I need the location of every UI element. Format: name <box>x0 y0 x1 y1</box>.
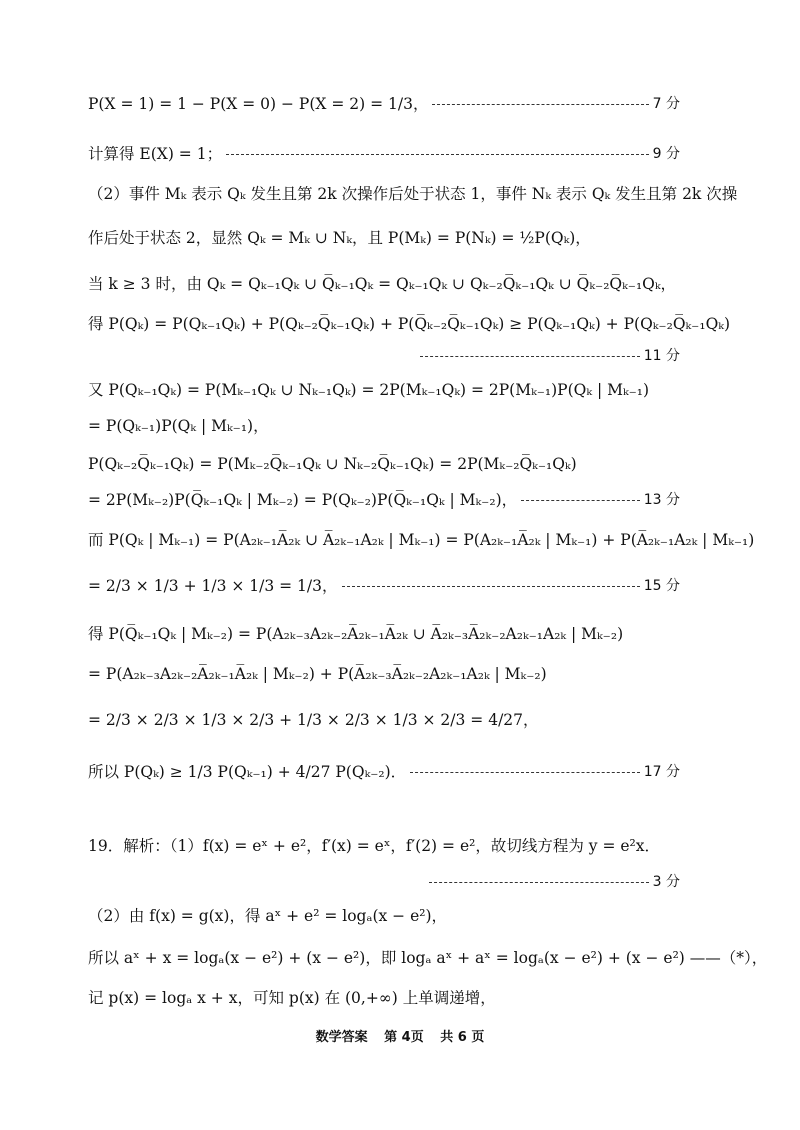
line-14: 得 P(Q̅ₖ₋₁Qₖ | Mₖ₋₂) = P(A₂ₖ₋₃A₂ₖ₋₂A̅₂ₖ₋₁A̅₂ₖ ∪ A̅₂ₖ₋₃A̅₂ₖ₋₂A₂ₖ₋₁A₂ₖ | Mₖ₋₂) <box>88 625 624 643</box>
line-10: P(Qₖ₋₂Q̅ₖ₋₁Qₖ) = P(Mₖ₋₂Q̅ₖ₋₁Qₖ ∪ Nₖ₋₂Q̅ₖ₋₁Qₖ) = 2P(Mₖ₋₂Q̅ₖ₋₁Qₖ) <box>88 455 577 473</box>
line-8: 又 P(Qₖ₋₁Qₖ) = P(Mₖ₋₁Qₖ ∪ Nₖ₋₁Qₖ) = 2P(Mₖ₋₁Qₖ) = 2P(Mₖ₋₁)P(Qₖ | Mₖ₋₁) <box>88 381 650 399</box>
line-6: 得 P(Qₖ) = P(Qₖ₋₁Qₖ) + P(Qₖ₋₂Q̅ₖ₋₁Qₖ) + P(Q̅ₖ₋₂Q̅ₖ₋₁Qₖ) ≥ P(Qₖ₋₁Qₖ) + P(Qₖ₋₂Q̅ₖ₋₁Qₖ) <box>88 315 730 333</box>
line-12: 而 P(Qₖ | Mₖ₋₁) = P(A₂ₖ₋₁A̅₂ₖ ∪ A̅₂ₖ₋₁A₂ₖ | Mₖ₋₁) = P(A₂ₖ₋₁A̅₂ₖ | Mₖ₋₁) + P(A̅₂ₖ₋₁A₂ₖ | Mₖ₋₁) <box>88 531 755 549</box>
line-19: 3 分 <box>88 870 680 894</box>
line-9: = P(Qₖ₋₁)P(Qₖ | Mₖ₋₁)， <box>88 417 269 435</box>
line-13: = 2/3 × 1/3 + 1/3 × 1/3 = 1/3， 15 分 <box>88 577 680 595</box>
line-7: 11 分 <box>88 344 680 368</box>
footer-page: 第 4页 <box>384 1030 424 1045</box>
footer-total: 共 6 页 <box>440 1030 485 1045</box>
line-21: 所以 aˣ + x = logₐ(x − e²) + (x − e²)，即 logₐ aˣ + aˣ = logₐ(x − e²) + (x − e²) ——（*）， <box>88 949 768 967</box>
line-11: = 2P(Mₖ₋₂)P(Q̅ₖ₋₁Qₖ | Mₖ₋₂) = P(Qₖ₋₂)P(Q̅ₖ₋₁Qₖ | Mₖ₋₂)， 13 分 <box>88 491 680 509</box>
page-footer <box>0 1026 800 1045</box>
line-4: 作后处于状态 2，显然 Qₖ = Mₖ ∪ Nₖ，且 P(Mₖ) = P(Nₖ) = ½P(Qₖ)， <box>88 229 591 247</box>
line-15: = P(A₂ₖ₋₃A₂ₖ₋₂A̅₂ₖ₋₁A̅₂ₖ | Mₖ₋₂) + P(A̅₂ₖ₋₃A̅₂ₖ₋₂A₂ₖ₋₁A₂ₖ | Mₖ₋₂) <box>88 665 547 683</box>
line-22: 记 p(x) = logₐ x + x，可知 p(x) 在 (0,+∞) 上单调递增， <box>88 989 496 1007</box>
footer-subject: 数学答案 <box>315 1030 368 1045</box>
line-1: P(X = 1) = 1 − P(X = 0) − P(X = 2) = 1/3， 7 分 <box>88 95 680 113</box>
line-3: （2）事件 Mₖ 表示 Qₖ 发生且第 2k 次操作后处于状态 1，事件 Nₖ 表示 Qₖ 发生且第 2k 次操 <box>88 185 738 203</box>
line-18: 19．解析：（1）f(x) = eˣ + e²，f′(x) = eˣ，f′(2) = e²，故切线方程为 y = e²x． <box>88 837 660 855</box>
line-17: 所以 P(Qₖ) ≥ 1/3 P(Qₖ₋₁) + 4/27 P(Qₖ₋₂)． 17 分 <box>88 763 680 781</box>
line-5: 当 k ≥ 3 时，由 Qₖ = Qₖ₋₁Qₖ ∪ Q̅ₖ₋₁Qₖ = Qₖ₋₁Qₖ ∪ Qₖ₋₂Q̅ₖ₋₁Qₖ ∪ Q̅ₖ₋₂Q̅ₖ₋₁Qₖ， <box>88 275 677 293</box>
line-2: 计算得 E(X) = 1； 9 分 <box>88 145 680 163</box>
line-20: （2）由 f(x) = g(x)，得 aˣ + e² = logₐ(x − e²)， <box>88 907 448 925</box>
line-16: = 2/3 × 2/3 × 1/3 × 2/3 + 1/3 × 2/3 × 1/3 × 2/3 = 4/27， <box>88 711 539 729</box>
